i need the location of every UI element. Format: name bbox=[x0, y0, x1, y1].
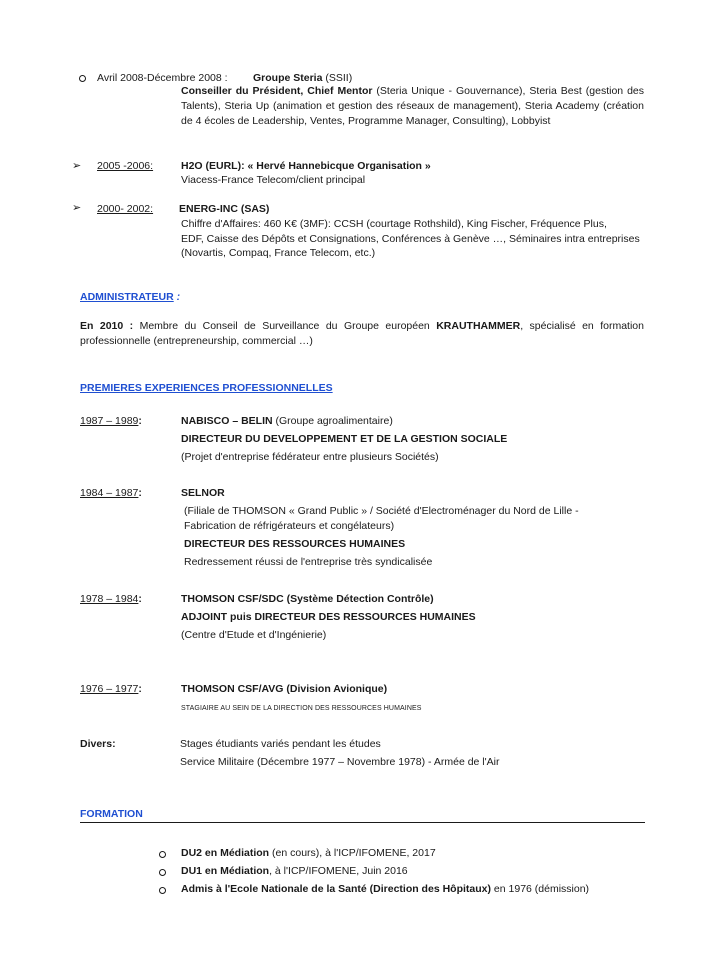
selnor-title: DIRECTEUR DES RESSOURCES HUMAINES bbox=[184, 538, 406, 550]
admin-heading: ADMINISTRATEUR : bbox=[80, 291, 181, 303]
experiences-heading: PREMIERES EXPERIENCES PROFESSIONNELLES bbox=[80, 382, 333, 394]
nabisco-dates: 1987 – 1989: bbox=[80, 415, 142, 427]
bullet-circle-icon bbox=[79, 75, 86, 82]
selnor-note: Redressement réussi de l'entreprise très syndicalisée bbox=[184, 556, 433, 568]
selnor-dates: 1984 – 1987: bbox=[80, 487, 142, 499]
divers-line-2: Service Militaire (Décembre 1977 – Novembre 1978) - Armée de l'Air bbox=[180, 756, 500, 768]
formation-divider bbox=[80, 822, 645, 823]
thomson-sdc-dates: 1978 – 1984: bbox=[80, 593, 142, 605]
admin-text: En 2010 : Membre du Conseil de Surveillance du Groupe européen KRAUTHAMMER, spécialisé en formation professionnelle (entrepreneurship, commercial …) bbox=[80, 320, 644, 347]
thomson-sdc-title: ADJOINT puis DIRECTEUR DES RESSOURCES HUMAINES bbox=[181, 611, 476, 623]
selnor-line-1: (Filiale de THOMSON « Grand Public » / Société d'Electroménager du Nord de Lille - bbox=[184, 505, 579, 517]
selnor-company: SELNOR bbox=[181, 487, 225, 499]
bullet-circle-icon bbox=[159, 869, 166, 876]
thomson-avg-dates: 1976 – 1977: bbox=[80, 683, 142, 695]
arrow-bullet-icon: ➢ bbox=[72, 202, 82, 214]
thomson-sdc-note: (Centre d'Etude et d'Ingénierie) bbox=[181, 629, 327, 641]
thomson-avg-company: THOMSON CSF/AVG (Division Avionique) bbox=[181, 683, 388, 695]
divers-line-1: Stages étudiants variés pendant les études bbox=[180, 738, 381, 750]
energ-line-2: EDF, Caisse des Dépôts et Consignations, Conférences à Genève …, Séminaires intra entreprises bbox=[181, 233, 640, 245]
steria-dates: Avril 2008-Décembre 2008 : bbox=[97, 72, 228, 84]
h2o-company: H2O (EURL): « Hervé Hannebicque Organisation » bbox=[181, 160, 431, 172]
nabisco-company: NABISCO – BELIN (Groupe agroalimentaire) bbox=[181, 415, 393, 427]
energ-company: ENERG-INC (SAS) bbox=[179, 203, 270, 215]
h2o-dates: 2005 -2006: bbox=[97, 160, 154, 172]
energ-line-1: Chiffre d'Affaires: 460 K€ (3MF): CCSH (courtage Rothshild), King Fischer, Fréquence Plus, bbox=[181, 218, 607, 230]
steria-company: Groupe Steria (SSII) bbox=[253, 72, 353, 84]
formation-item: DU2 en Médiation (en cours), à l'ICP/IFOMENE, 2017 bbox=[181, 847, 436, 859]
energ-line-3: (Novartis, Compaq, France Telecom, etc.) bbox=[181, 247, 376, 259]
thomson-sdc-company: THOMSON CSF/SDC (Système Détection Contrôle) bbox=[181, 593, 434, 605]
h2o-description: Viacess-France Telecom/client principal bbox=[181, 174, 366, 186]
energ-dates: 2000- 2002: bbox=[97, 203, 154, 215]
formation-heading: FORMATION bbox=[80, 808, 143, 820]
arrow-bullet-icon: ➢ bbox=[72, 160, 82, 172]
formation-item: Admis à l'Ecole Nationale de la Santé (Direction des Hôpitaux) en 1976 (démission) bbox=[181, 883, 590, 895]
nabisco-note: (Projet d'entreprise fédérateur entre plusieurs Sociétés) bbox=[181, 451, 439, 463]
selnor-line-2: Fabrication de réfrigérateurs et congélateurs) bbox=[184, 520, 395, 532]
divers-label: Divers: bbox=[80, 738, 116, 750]
bullet-circle-icon bbox=[159, 851, 166, 858]
bullet-circle-icon bbox=[159, 887, 166, 894]
formation-item: DU1 en Médiation, à l'ICP/IFOMENE, Juin 2016 bbox=[181, 865, 408, 877]
nabisco-title: DIRECTEUR DU DEVELOPPEMENT ET DE LA GESTION SOCIALE bbox=[181, 433, 508, 445]
steria-description: Conseiller du Président, Chief Mentor (Steria Unique - Gouvernance), Steria Best (gestion des Talents), Steria Up (animation et gestion des réseaux de management), Steria Academy (création de 4 écoles de Leadership, Ventes, Programme Manager, Consulting), Lobbyist bbox=[181, 85, 645, 127]
thomson-avg-title: STAGIAIRE AU SEIN DE LA DIRECTION DES RESSOURCES HUMAINES bbox=[181, 705, 422, 712]
